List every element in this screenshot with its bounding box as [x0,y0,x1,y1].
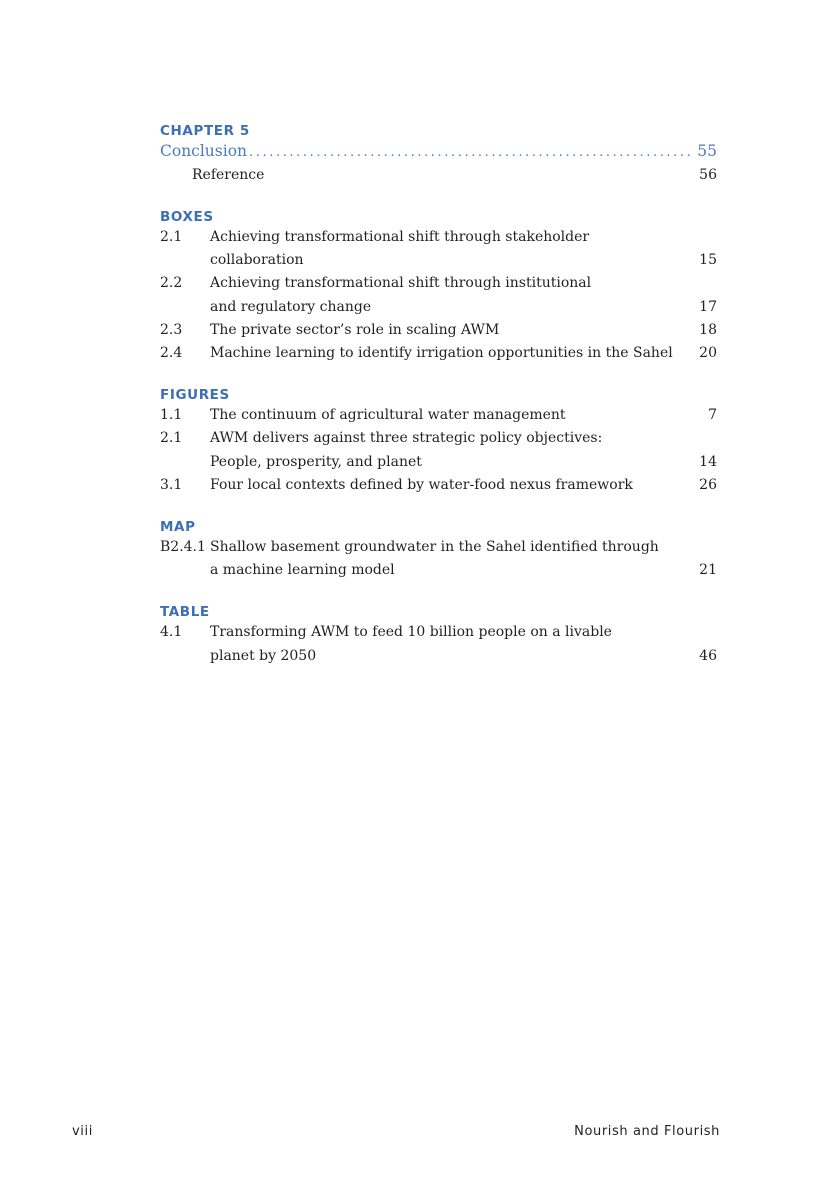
entry-number: 3.1 [160,476,183,493]
entry-page: 20 [699,345,717,362]
entry-title [210,474,677,497]
entry-page: 21 [699,562,717,579]
entry-page: 26 [699,476,717,493]
title-line: Transforming AWM to feed 10 billion people on a livable [210,624,612,641]
entry-page: 17 [699,298,717,315]
entry-title [210,319,677,342]
toc-entry[interactable] [160,342,717,365]
toc-entry[interactable] [160,427,717,473]
chapter-heading: CHAPTER 5 [160,123,250,139]
title-line: Four local contexts defined by water-food nexus framework [210,476,633,493]
entry-title [210,342,677,365]
page-footer [72,1124,720,1139]
entry-number: 1.1 [160,407,183,424]
entry-number: 2.3 [160,321,183,338]
entry-page: 7 [708,407,717,424]
entry-page: 15 [699,252,717,269]
entry-number: 2.4 [160,345,183,362]
title-line: Achieving transformational shift through institutional [210,275,592,292]
title-line: The private sector’s role in scaling AWM [210,321,500,338]
entry-number: 2.2 [160,275,183,292]
table-heading: TABLE [160,604,210,621]
map-heading: MAP [160,519,196,536]
entry-title [210,427,677,473]
entry-page: 46 [699,647,717,664]
entry-title [210,272,677,318]
entry-number: 2.1 [160,229,183,245]
title-line: and regulatory change [210,298,372,315]
title-line: Machine learning to identify irrigation opportunities in the Sahel [210,345,673,362]
entry-title [210,621,677,667]
toc-entry[interactable] [160,272,717,318]
entry-number: 2.1 [160,430,183,447]
title-line: a machine learning model [210,562,395,579]
conclusion-page: 55 [697,142,717,160]
toc-entry-conclusion[interactable] [160,140,717,164]
figures-heading: FIGURES [160,387,230,404]
entry-title [210,404,677,427]
entry-title [210,536,677,582]
entry-page: 14 [699,453,717,470]
toc-entry-reference[interactable] [160,164,717,187]
map-section [160,519,717,582]
entry-number: B2.4.1 [160,539,206,556]
reference-page: 56 [699,167,717,183]
entry-page: 18 [699,321,717,338]
toc-entry[interactable] [160,404,717,427]
toc-entry[interactable] [160,226,717,272]
title-line: planet by 2050 [210,647,317,664]
toc-entry[interactable] [160,536,717,582]
footer-title: Nourish and Flourish [574,1124,720,1139]
entry-number: 4.1 [160,624,183,641]
boxes-heading: BOXES [160,209,214,225]
conclusion-title: Conclusion [160,142,248,160]
title-line: AWM delivers against three strategic policy objectives: [210,430,603,447]
dot-leader: .................................................................. [249,145,694,160]
chapter-5-section [160,123,717,187]
title-line: The continuum of agricultural water management [210,407,566,424]
title-line: Achieving transformational shift through stakeholder collaboration [210,229,590,269]
reference-title: Reference [192,167,265,183]
table-of-contents [160,123,717,690]
footer-page-number: viii [72,1124,93,1139]
toc-entry[interactable] [160,621,717,667]
title-line: Shallow basement groundwater in the Sahel identified through [210,539,659,556]
table-section [160,604,717,667]
figures-section [160,387,717,497]
toc-entry[interactable] [160,319,717,342]
boxes-section [160,209,717,365]
title-line: People, prosperity, and planet [210,453,422,470]
toc-entry[interactable] [160,474,717,497]
entry-title [210,226,677,272]
